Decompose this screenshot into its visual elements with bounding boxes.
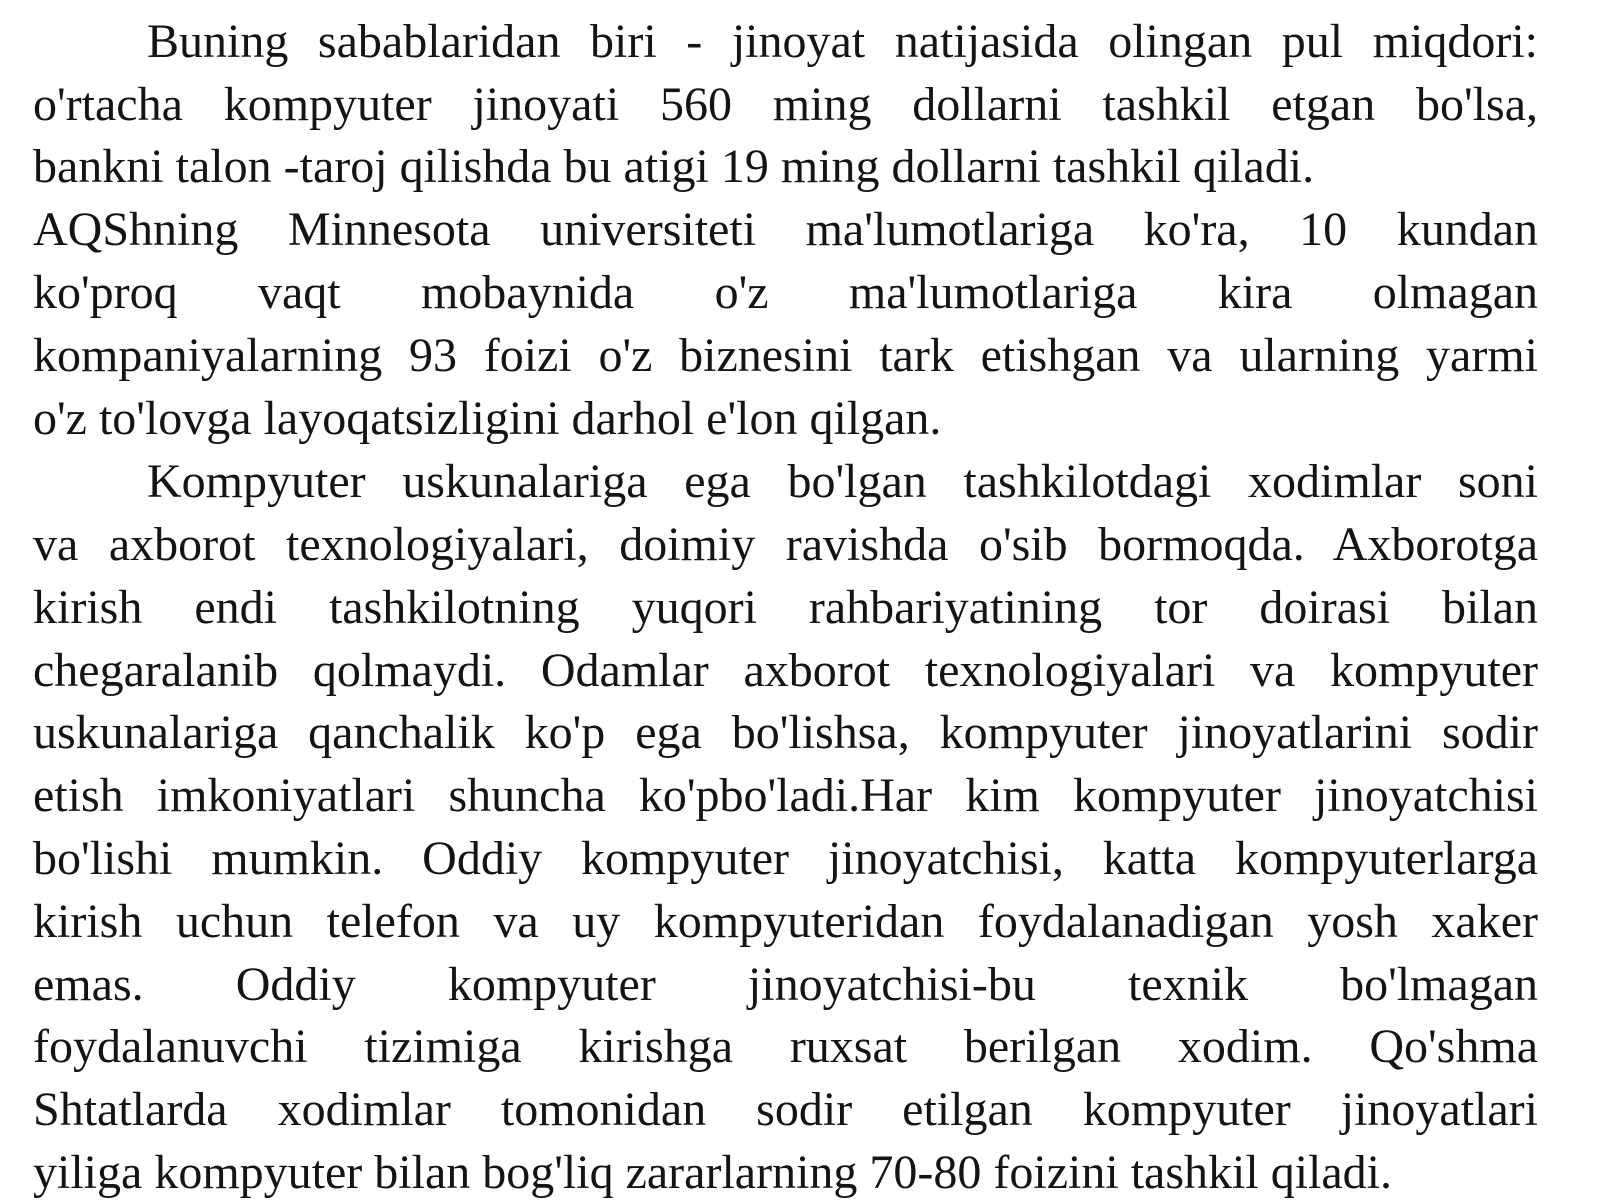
text-line: yiliga kompyuter bilan bog'liq zararlarning 70-80 foizini tashkil qiladi. <box>33 1146 1392 1199</box>
text-line: bo'lishi mumkin. Oddiy kompyuter jinoyatchisi, katta kompyuterlarga <box>33 832 1538 885</box>
text-line: o'z to'lovga layoqatsizligini darhol e'lon qilgan. <box>33 392 942 445</box>
text-line: kirish uchun telefon va uy kompyuteridan foydalanadigan yosh xaker <box>33 895 1538 948</box>
text-line: bankni talon -taroj qilishda bu atigi 19 ming dollarni tashkil qiladi. <box>33 140 1315 193</box>
text-line: Kompyuter uskunalariga ega bo'lgan tashkilotdagi xodimlar soni <box>147 455 1538 508</box>
text-line: o'rtacha kompyuter jinoyati 560 ming dollarni tashkil etgan bo'lsa, <box>33 78 1538 131</box>
text-line: va axborot texnologiyalari, doimiy ravishda o'sib bormoqda. Axborotga <box>33 518 1538 571</box>
text-line: Buning sabablaridan biri - jinoyat natijasida olingan pul miqdori: <box>147 15 1538 68</box>
text-line: etish imkoniyatlari shuncha ko'pbo'ladi.Har kim kompyuter jinoyatchisi <box>33 769 1538 822</box>
text-line: uskunalariga qanchalik ko'p ega bo'lishsa, kompyuter jinoyatlarini sodir <box>33 706 1538 759</box>
text-line: Shtatlarda xodimlar tomonidan sodir etilgan kompyuter jinoyatlari <box>33 1083 1538 1136</box>
text-line: ko'proq vaqt mobaynida o'z ma'lumotlariga kira olmagan <box>33 266 1538 319</box>
text-line: emas. Oddiy kompyuter jinoyatchisi-bu texnik bo'lmagan <box>33 958 1538 1011</box>
text-line: chegaralanib qolmaydi. Odamlar axborot texnologiyalari va kompyuter <box>33 644 1538 697</box>
text-line: kompaniyalarning 93 foizi o'z biznesini tark etishgan va ularning yarmi <box>33 329 1538 382</box>
text-line: foydalanuvchi tizimiga kirishga ruxsat berilgan xodim. Qo'shma <box>33 1020 1538 1073</box>
text-line: AQShning Minnesota universiteti ma'lumotlariga ko'ra, 10 kundan <box>33 203 1538 256</box>
text-line: kirish endi tashkilotning yuqori rahbariyatining tor doirasi bilan <box>33 581 1538 634</box>
